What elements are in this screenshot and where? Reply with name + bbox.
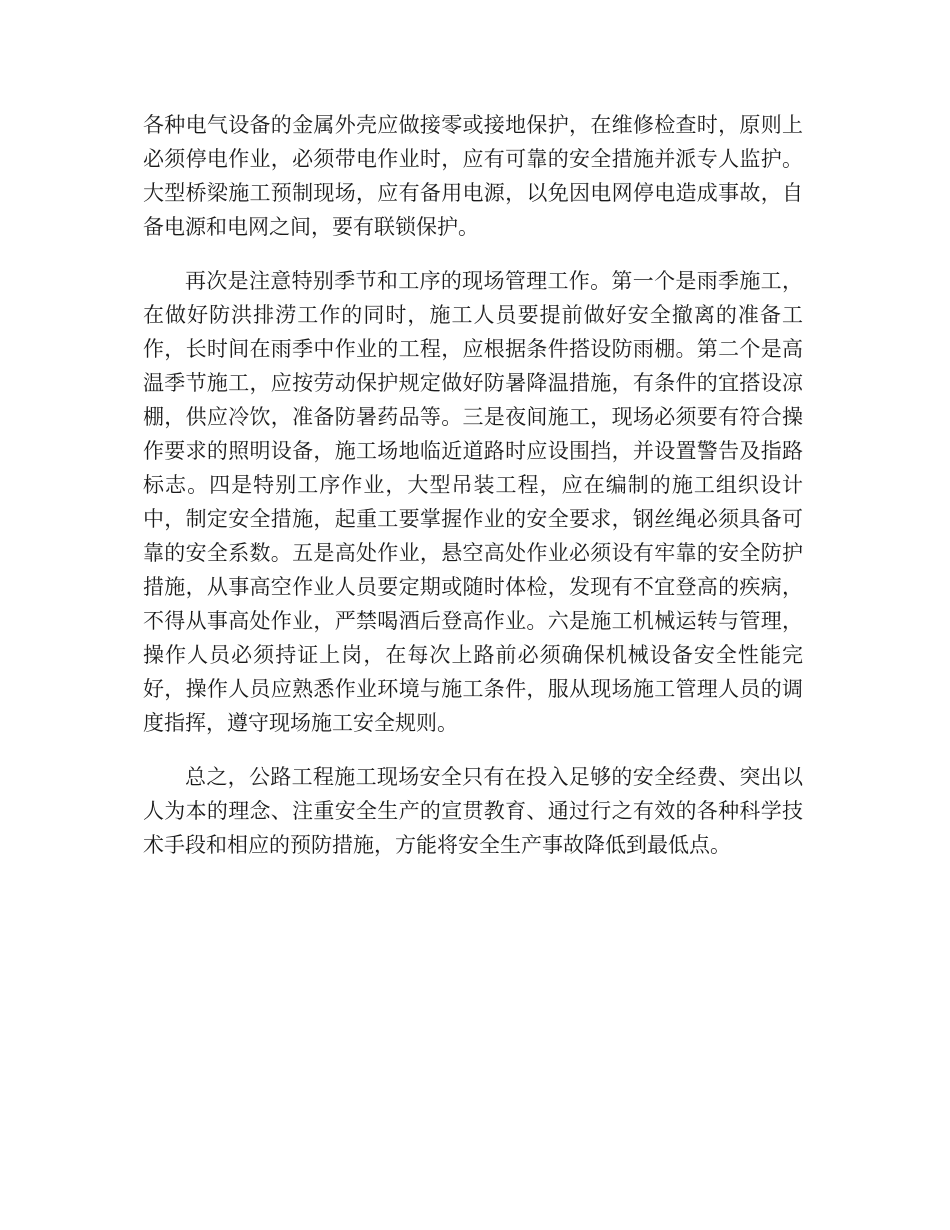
paragraph-seasonal-management: 再次是注意特别季节和工序的现场管理工作。第一个是雨季施工，在做好防洪排涝工作的同时，施工人员要提前做好安全撤离的准备工作，长时间在雨季中作业的工程，应根据条件搭设防雨棚。第二个是高温季节施工，应按劳动保护规定做好防暑降温措施，有条件的宜搭设凉棚，供应冷饮，准备防暑药品等。三是夜间施工，现场必须要有符合操作要求的照明设备，施工场地临近道路时应设围挡，并设置警告及指路标志。四是特别工序作业，大型吊装工程，应在编制的施工组织设计中，制定安全措施，起重工要掌握作业的安全要求，钢丝绳必须具备可靠的安全系数。五是高处作业，悬空高处作业必须设有牢靠的安全防护措施，从事高空作业人员要定期或随时体检，发现有不宜登高的疾病，不得从事高处作业，严禁喝酒后登高作业。六是施工机械运转与管理，操作人员必须持证上岗，在每次上路前必须确保机械设备安全性能完好，操作人员应熟悉作业环境与施工条件，服从现场施工管理人员的调度指挥，遵守现场施工安全规则。 (143, 269, 803, 735)
paragraph-conclusion: 总之，公路工程施工现场安全只有在投入足够的安全经费、突出以人为本的理念、注重安全生产的宣贯教育、通过行之有效的各种科学技术手段和相应的预防措施，方能将安全生产事故降低到最低点。 (143, 765, 803, 857)
paragraph-electrical-safety: 各种电气设备的金属外壳应做接零或接地保护，在维修检查时，原则上必须停电作业，必须带电作业时，应有可靠的安全措施并派专人监护。大型桥梁施工预制现场，应有备用电源，以免因电网停电造成事故，自备电源和电网之间，要有联锁保护。 (143, 113, 803, 239)
document-body (143, 108, 803, 882)
